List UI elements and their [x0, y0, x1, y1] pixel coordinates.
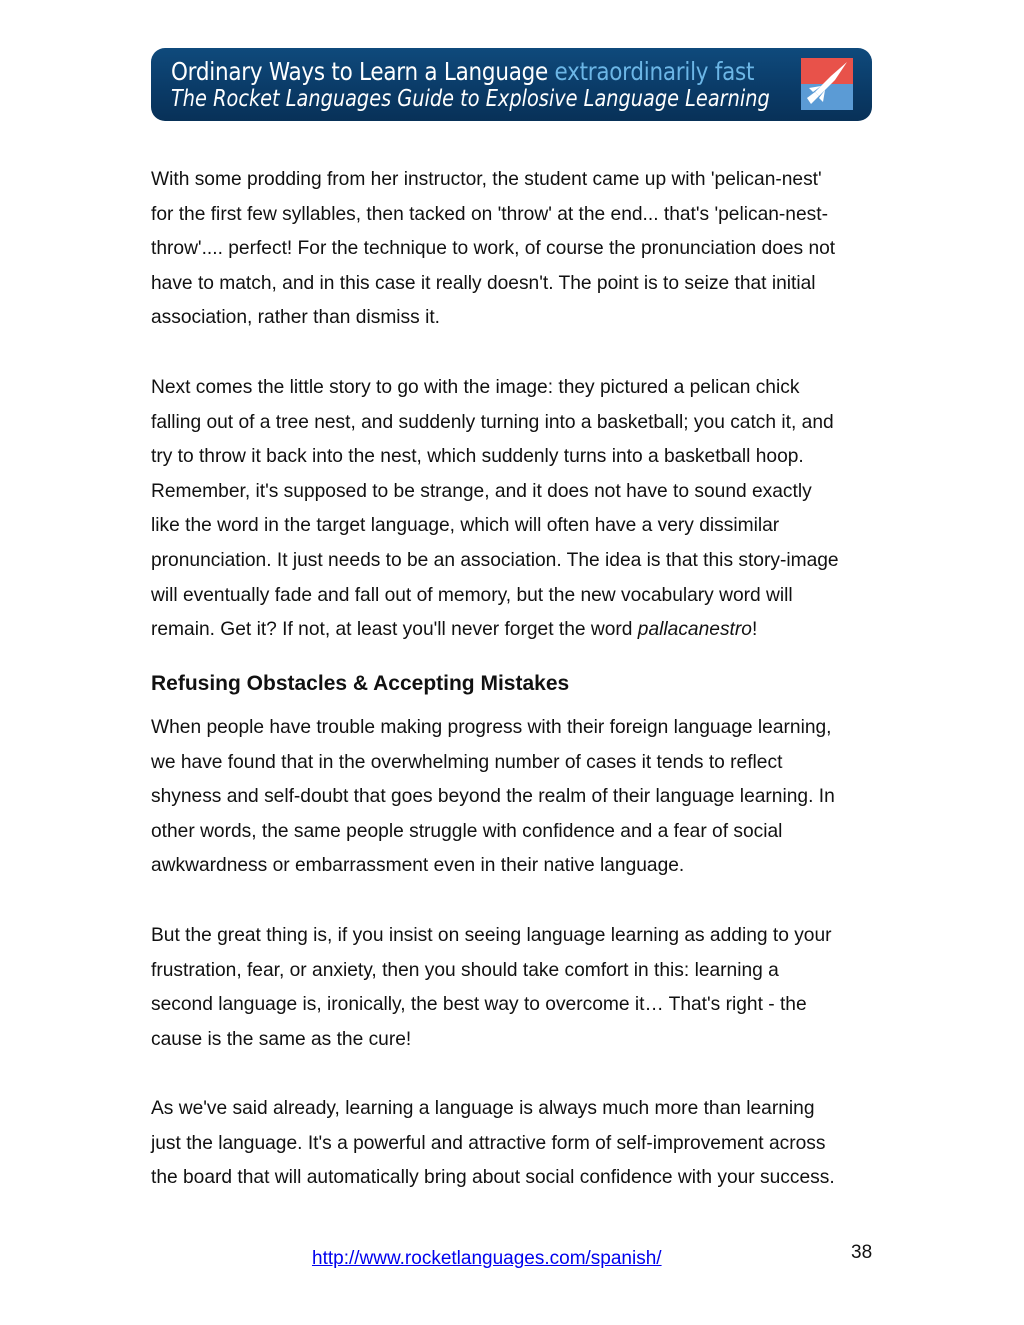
text-line: other words, the same people struggle with confidence and a fear of social: [151, 820, 783, 842]
text-line: awkwardness or embarrassment even in their native language.: [151, 855, 685, 877]
text-line: will eventually fade and fall out of memory, but the new vocabulary word will: [151, 584, 793, 606]
text-line: frustration, fear, or anxiety, then you should take comfort in this: learning a: [151, 959, 779, 981]
text-line: for the first few syllables, then tacked on 'throw' at the end... that's 'pelican-nest-: [151, 203, 828, 225]
text-line: [151, 613, 881, 648]
text-line: falling out of a tree nest, and suddenly turning into a basketball; you catch it, and: [151, 411, 834, 433]
banner-subtitle: The Rocket Languages Guide to Explosive Language Learning: [171, 86, 770, 112]
paragraph-2: [151, 371, 881, 648]
paragraph-3: [151, 711, 881, 884]
italic-word: pallacanestro: [637, 619, 752, 641]
page-number: 38: [851, 1242, 873, 1263]
text-line: just the language. It's a powerful and attractive form of self-improvement across: [151, 1132, 826, 1154]
paragraph-1: [151, 163, 881, 336]
text-segment: remain. Get it? If not, at least you'll never forget the word: [151, 619, 638, 641]
rocket-logo-icon: [801, 58, 853, 110]
text-segment: !: [751, 619, 758, 641]
text-line: But the great thing is, if you insist on seeing language learning as adding to your: [151, 925, 832, 946]
text-line: throw'.... perfect! For the technique to work, of course the pronunciation does not: [151, 238, 836, 260]
text-line: like the word in the target language, which will often have a very dissimilar: [151, 515, 780, 537]
paragraph-5: [151, 1092, 881, 1196]
text-line: have to match, and in this case it really doesn't. The point is to seize that initial: [151, 272, 816, 294]
text-line: the board that will automatically bring about social confidence with your success.: [151, 1167, 835, 1189]
section-heading: Refusing Obstacles & Accepting Mistakes: [151, 672, 570, 695]
text-line: With some prodding from her instructor, the student came up with 'pelican-nest': [151, 169, 822, 190]
banner-title: [171, 57, 754, 86]
text-line: As we've said already, learning a language is always much more than learning: [151, 1098, 815, 1119]
text-line: we have found that in the overwhelming number of cases it tends to reflect: [151, 751, 783, 773]
text-line: try to throw it back into the nest, which suddenly turns into a basketball hoop.: [151, 446, 804, 468]
text-line: association, rather than dismiss it.: [151, 307, 441, 329]
text-line: pronunciation. It just needs to be an association. The idea is that this story-image: [151, 549, 839, 571]
text-line: When people have trouble making progress with their foreign language learning,: [151, 717, 832, 738]
banner-title-accent: extraordinarily fast: [554, 57, 755, 86]
header-banner: [151, 48, 872, 121]
banner-title-main: Ordinary Ways to Learn a Language: [171, 57, 548, 86]
text-line: Remember, it's supposed to be strange, and it does not have to sound exactly: [151, 480, 812, 502]
footer-url-link[interactable]: http://www.rocketlanguages.com/spanish/: [312, 1248, 662, 1269]
paragraph-4: [151, 919, 881, 1057]
text-line: Next comes the little story to go with the image: they pictured a pelican chick: [151, 377, 800, 398]
text-line: shyness and self-doubt that goes beyond the realm of their language learning. In: [151, 786, 835, 808]
text-line: cause is the same as the cure!: [151, 1028, 412, 1050]
text-line: second language is, ironically, the best way to overcome it… That's right - the: [151, 994, 807, 1016]
